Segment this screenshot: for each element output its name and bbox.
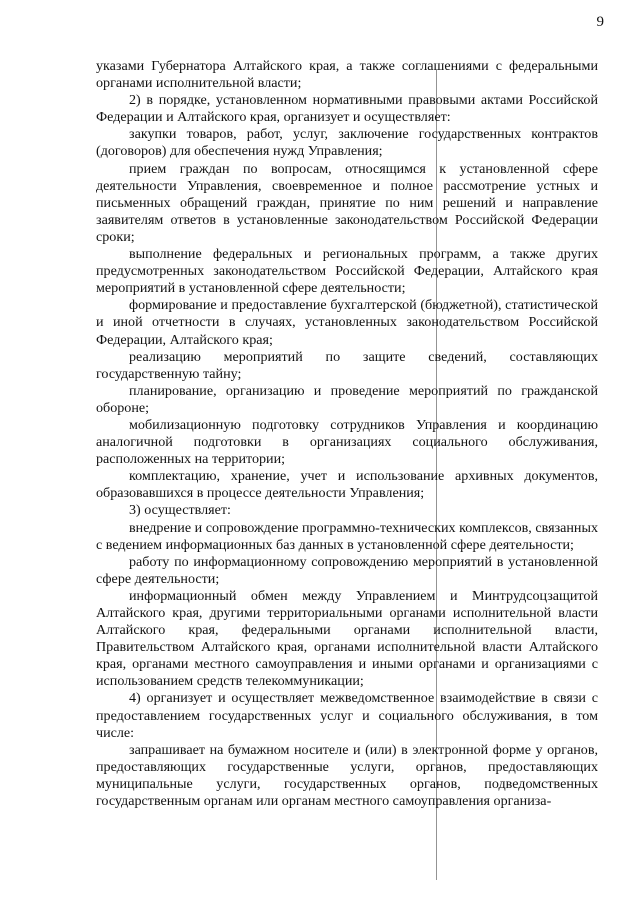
paragraph-state-secret: реализацию мероприятий по защите сведений, составляющих государственную тайну; xyxy=(96,348,598,382)
paragraph-item-4: 4) организует и осуществляет межведомственное взаимодействие в связи с предоставлением государственных услуг и социального обслуживания, в том числе: xyxy=(96,690,598,741)
paragraph-reporting: формирование и предоставление бухгалтерской (бюджетной), статистической и иной отчетности в случаях, установленных законодательством Российской Федерации, Алтайского края; xyxy=(96,297,598,348)
paragraph-item-2: 2) в порядке, установленном нормативными правовыми актами Российской Федерации и Алтайского края, организует и осуществляет: xyxy=(96,92,598,126)
paragraph-continuation: указами Губернатора Алтайского края, а также соглашениями с федеральными органами исполнительной власти; xyxy=(96,58,598,92)
paragraph-mobilization: мобилизационную подготовку сотрудников Управления и координацию аналогичной подготовки в организациях социального обслуживания, расположенных на территории; xyxy=(96,416,598,468)
paragraph-software: внедрение и сопровождение программно-технических комплексов, связанных с ведением информационных баз данных в установленной сфере деятельности; xyxy=(96,519,598,553)
paragraph-info-support: работу по информационному сопровождению мероприятий в установленной сфере деятельности; xyxy=(96,553,598,587)
document-body xyxy=(96,58,598,810)
paragraph-citizen-reception: прием граждан по вопросам, относящимся к установленной сфере деятельности Управления, своевременное и полное рассмотрение устных и письменных обращений граждан, принятие по ним решений и направление заявителям ответов в установленные законодательством Российской Федерации сроки; xyxy=(96,160,598,245)
paragraph-requests: запрашивает на бумажном носителе и (или) в электронной форме у органов, предоставляющих государственные услуги, органов, предоставляющих муниципальные услуги, государственных органов, подведомственных государственным органам или органам местного самоуправления организа- xyxy=(96,741,598,810)
page-number: 9 xyxy=(596,14,604,30)
paragraph-archives: комплектацию, хранение, учет и использование архивных документов, образовавшихся в процессе деятельности Управления; xyxy=(96,468,598,502)
paragraph-item-3: 3) осуществляет: xyxy=(129,502,231,519)
paragraph-civil-defense: планирование, организацию и проведение мероприятий по гражданской обороне; xyxy=(96,382,598,416)
paragraph-programs: выполнение федеральных и региональных программ, а также других предусмотренных законодательством Российской Федерации, Алтайского края мероприятий в установленной сфере деятельности; xyxy=(96,246,598,297)
paragraph-info-exchange: информационный обмен между Управлением и Минтрудсоцзащитой Алтайского края, другими территориальными органами исполнительной власти Алтайского края, федеральными органами исполнительной власти, Правительством Алтайского края, органами исполнительной власти Алтайского края, органами местного самоуправления и иными органами и организациями с использованием средств телекоммуникации; xyxy=(96,587,598,690)
paragraph-procurement: закупки товаров, работ, услуг, заключение государственных контрактов (договоров) для обеспечения нужд Управления; xyxy=(96,126,598,160)
